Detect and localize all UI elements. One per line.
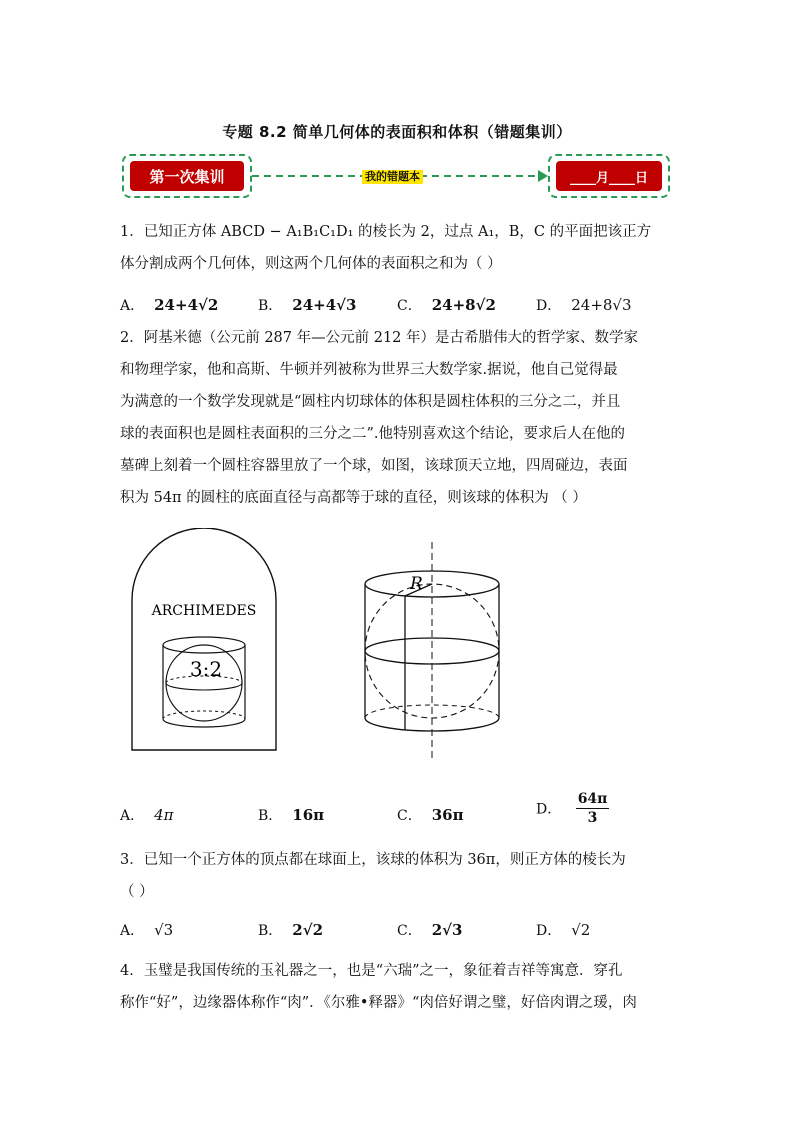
q2-line-5: 墓碑上刻着一个圆柱容器里放了一个球，如图，该球顶天立地，四周碰边，表面 [120, 458, 628, 474]
radius-label: R [410, 574, 423, 594]
q3-option-c[interactable]: C． 2√3 [397, 921, 463, 939]
q4-line-1: 4．玉璧是我国传统的玉礼器之一，也是“六瑞”之一，象征着吉祥等寓意．穿孔 [120, 963, 623, 979]
mistake-notebook-label: 我的错题本 [362, 170, 423, 184]
q3-option-d[interactable]: D． √2 [536, 921, 591, 939]
q2-line-2: 和物理学家，他和高斯、牛顿并列被称为世界三大数学家.据说，他自己觉得最 [120, 362, 618, 378]
first-training-button[interactable]: 第一次集训 [130, 161, 244, 191]
q2-option-d[interactable]: D． $\frac{64\pi}{3}$ [536, 791, 608, 826]
ratio-label: 3:2 [189, 657, 223, 681]
q3-option-a[interactable]: A． √3 [120, 921, 174, 939]
tomb-inscription: ARCHIMEDES [151, 603, 257, 619]
first-training-box [122, 154, 252, 198]
q1-line-1: 1．已知正方体 ABCD − A₁B₁C₁D₁ 的棱长为 2，过点 A₁，B，C 的平面把该正方 [120, 224, 652, 240]
q2-line-3: 为满意的一个数学发现就是“圆柱内切球体的体积是圆柱体积的三分之二，并且 [120, 394, 621, 410]
header-banner [122, 154, 670, 202]
archimedes-tomb-figure [126, 528, 282, 754]
q1-option-b[interactable]: B． 24+4√3 [258, 296, 357, 314]
q1-option-c[interactable]: C． 24+8√2 [397, 296, 496, 314]
q1-option-a[interactable]: A． 24+4√2 [120, 296, 219, 314]
date-box [548, 154, 670, 198]
q1-option-d[interactable]: D． 24+8√3 [536, 296, 632, 314]
q3-line-2: （ ） [120, 884, 154, 900]
q2-option-a[interactable]: A． 4π [120, 806, 174, 824]
q2-line-1: 2．阿基米德（公元前 287 年—公元前 212 年）是古希腊伟大的哲学家、数学家 [120, 330, 639, 346]
q3-option-b[interactable]: B． 2√2 [258, 921, 324, 939]
q2-line-4: 球的表面积也是圆柱表面积的三分之二”.他特别喜欢这个结论，要求后人在他的 [120, 426, 626, 442]
q2-line-6: 积为 54π 的圆柱的底面直径与高都等于球的直径，则该球的体积为 （ ） [120, 490, 587, 506]
q2-option-d-fraction: $\frac{64\pi}{3}$ [577, 791, 608, 826]
q2-option-b[interactable]: B． 16π [258, 806, 325, 824]
q4-line-2: 称作“好”，边缘器体称作“肉”．《尔雅•释器》“肉倍好谓之璧，好倍肉谓之瑗，肉 [120, 995, 637, 1011]
q1-line-2: 体分割成两个几何体，则这两个几何体的表面积之和为（ ） [120, 256, 502, 272]
cylinder-sphere-figure [352, 540, 512, 766]
q2-option-c[interactable]: C． 36π [397, 806, 464, 824]
page-title: 专题 8.2 简单几何体的表面积和体积（错题集训） [222, 123, 572, 141]
date-field[interactable]: ____月____日 [556, 161, 662, 191]
q3-line-1: 3．已知一个正方体的顶点都在球面上，该球的体积为 36π，则正方体的棱长为 [120, 852, 626, 868]
